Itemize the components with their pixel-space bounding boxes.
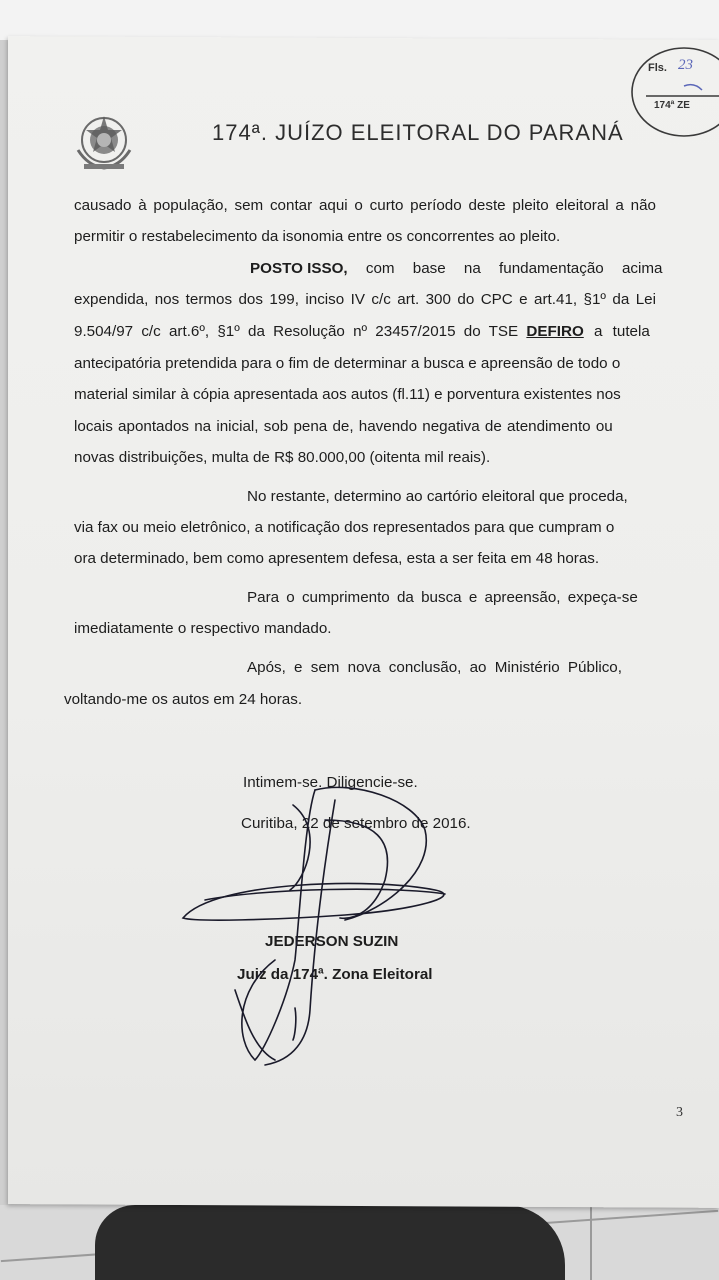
text-segment: 9.504/97 c/c art.6º, §1º da Resolução nº 23457/2015 do TSE [74, 323, 527, 340]
intimem-line: Intimem-se. Diligencie-se. [243, 774, 418, 791]
text-line: via fax ou meio eletrônico, a notificação dos representados para que cumpram o [74, 519, 615, 536]
place-date: Curitiba, 22 de setembro de 2016. [241, 815, 471, 832]
signer-name: JEDERSON SUZIN [265, 933, 399, 950]
text-line: permitir o restabelecimento da isonomia entre os concorrentes ao pleito. [74, 228, 561, 245]
text-line: voltando-me os autos em 24 horas. [64, 691, 303, 708]
brasao-seal-icon [68, 110, 140, 174]
folio-stamp [624, 46, 719, 138]
signer-role: Juiz da 174ª. Zona Eleitoral [237, 966, 433, 983]
stamp-fls-label: Fls. [648, 62, 667, 74]
defiro-bold: DEFIRO [526, 323, 584, 340]
page-number: 3 [676, 1105, 683, 1120]
text-line: locais apontados na inicial, sob pena de, havendo negativa de atendimento ou [74, 418, 613, 435]
text-line: No restante, determino ao cartório eleitoral que proceda, [247, 488, 628, 505]
text-segment: a tutela [583, 323, 650, 340]
paragraph-1-end [74, 221, 656, 253]
handwritten-signature [175, 760, 505, 1080]
text-line: Para o cumprimento da busca e apreensão, expeça-se [247, 589, 638, 606]
stamp-zone: 174ª ZE [654, 100, 690, 111]
text-line: imediatamente o respectivo mandado. [74, 620, 332, 637]
text-line: causado à população, sem contar aqui o curto período deste pleito eleitoral a não [74, 197, 656, 214]
text-line: ora determinado, bem como apresentem defesa, esta a ser feita em 48 horas. [74, 550, 600, 567]
stamp-page-number: 23 [678, 57, 693, 73]
court-header-title: 174ª. JUÍZO ELEITORAL DO PARANÁ [212, 120, 624, 145]
text-line: antecipatória pretendida para o fim de determinar a busca e apreensão de todo o [74, 355, 621, 372]
text-line: novas distribuições, multa de R$ 80.000,00 (oitenta mil reais). [74, 449, 491, 466]
background-top [0, 0, 719, 40]
posto-isso-bold: POSTO ISSO, [250, 260, 348, 277]
paragraph-1 [74, 190, 656, 222]
text-line: expendida, nos termos dos 199, inciso IV c/c art. 300 do CPC e art.41, §1º da Lei [74, 291, 656, 308]
shoe-shadow [95, 1205, 565, 1280]
text-line: material similar à cópia apresentada aos autos (fl.11) e porventura existentes nos [74, 386, 621, 403]
defiro-line [74, 323, 650, 340]
text-line: Após, e sem nova conclusão, ao Ministério Público, [247, 659, 622, 676]
posto-isso-line [250, 260, 662, 277]
floor-tile-line [590, 1205, 592, 1280]
text-line: com base na fundamentação acima [347, 260, 663, 277]
